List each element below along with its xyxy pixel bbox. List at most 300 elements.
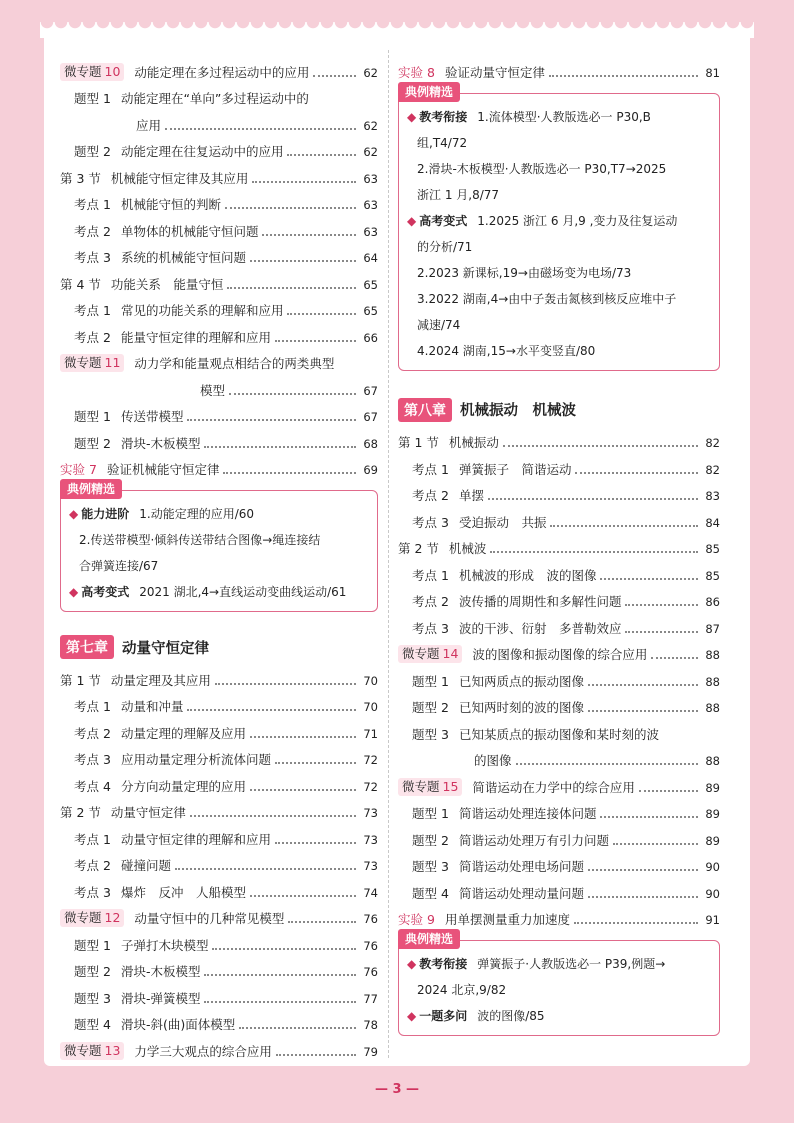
entry-label: 考点 1 bbox=[74, 831, 111, 847]
page-number: 76 bbox=[363, 938, 378, 953]
entry-title: 应用动量定理分析流体问题 bbox=[120, 752, 271, 767]
leader-dots bbox=[204, 1001, 356, 1003]
leader-dots bbox=[625, 631, 698, 633]
entry-title: 用单摆测量重力加速度 bbox=[444, 912, 570, 927]
entry-title: 动量定理及其应用 bbox=[110, 672, 211, 688]
toc-entry-continuation[interactable] bbox=[60, 107, 378, 134]
entry-label: 题型 1 bbox=[74, 409, 111, 424]
page-number: 64 bbox=[363, 251, 378, 265]
entry-label: 题型 3 bbox=[412, 859, 449, 874]
entry-title: 功能关系 能量守恒 bbox=[110, 276, 224, 292]
toc-entry-tixing[interactable] bbox=[398, 663, 720, 690]
right-bottom-list bbox=[398, 425, 720, 929]
entry-title: 子弹打木块模型 bbox=[120, 937, 209, 953]
toc-entry-tixing[interactable] bbox=[60, 81, 378, 108]
diamond-bullet-icon: ◆ bbox=[407, 213, 417, 228]
toc-entry-tixing[interactable] bbox=[60, 399, 378, 426]
page-number: 88 bbox=[705, 674, 720, 689]
example-category: 一题多问 bbox=[419, 1009, 468, 1023]
page-number: — 3 — bbox=[374, 1082, 420, 1097]
example-line bbox=[407, 286, 711, 312]
badge-label: 微专题 bbox=[402, 646, 440, 661]
example-text: 2.2023 新课标,19→由磁场变为电场/73 bbox=[417, 265, 632, 280]
toc-entry-tixing[interactable] bbox=[398, 716, 720, 743]
page-number: 67 bbox=[363, 383, 378, 398]
badge-number: 15 bbox=[442, 778, 459, 794]
entry-label: 实验 8 bbox=[398, 64, 435, 80]
leader-dots bbox=[225, 207, 356, 209]
entry-label: 考点 1 bbox=[412, 567, 449, 583]
page-number: 63 bbox=[363, 171, 378, 186]
entry-label: 题型 4 bbox=[412, 885, 449, 901]
entry-title: 滑块-木板模型 bbox=[120, 435, 201, 451]
entry-title-cont: 应用 bbox=[136, 117, 162, 133]
page-number: 76 bbox=[363, 965, 378, 979]
entry-label: 第 2 节 bbox=[60, 805, 101, 820]
entry-label: 考点 4 bbox=[74, 778, 111, 794]
entry-label: 题型 2 bbox=[74, 964, 111, 979]
page-number: 82 bbox=[705, 436, 720, 450]
entry-title: 已知两质点的振动图像 bbox=[458, 673, 584, 689]
leader-dots bbox=[490, 551, 698, 553]
right-column bbox=[398, 54, 720, 1036]
page-number: 65 bbox=[363, 277, 378, 292]
toc-entry-kaodian[interactable] bbox=[398, 610, 720, 637]
leader-dots bbox=[287, 313, 356, 315]
chapter-title: 机械振动 机械波 bbox=[460, 403, 576, 419]
page-number: 67 bbox=[363, 410, 378, 424]
micro-topic-badge bbox=[60, 354, 124, 372]
toc-entry-micro[interactable] bbox=[398, 637, 720, 664]
page-number: 71 bbox=[363, 726, 378, 741]
entry-title: 机械波 bbox=[448, 541, 487, 556]
entry-label: 题型 2 bbox=[412, 832, 449, 848]
entry-label: 题型 3 bbox=[412, 726, 449, 742]
leader-dots bbox=[252, 181, 356, 183]
leader-dots bbox=[250, 736, 356, 738]
entry-label: 第 1 节 bbox=[60, 672, 101, 688]
toc-entry-kaodian[interactable] bbox=[60, 689, 378, 716]
example-line bbox=[407, 977, 711, 1003]
entry-title-cont: 模型 bbox=[200, 382, 226, 398]
leader-dots bbox=[549, 75, 698, 77]
page-number: 63 bbox=[363, 198, 378, 212]
example-text: 1.流体模型·人教版选必一 P30,B bbox=[477, 109, 651, 124]
chapter-heading-8[interactable] bbox=[398, 395, 720, 425]
toc-entry-kaodian[interactable] bbox=[398, 478, 720, 505]
entry-title: 动能定理在往复运动中的应用 bbox=[120, 144, 284, 159]
entry-title: 碰撞问题 bbox=[120, 858, 171, 873]
toc-entry-kaodian[interactable] bbox=[60, 319, 378, 346]
toc-entry-kaodian[interactable] bbox=[60, 742, 378, 769]
left-top-list bbox=[60, 54, 378, 478]
entry-label: 第 1 节 bbox=[398, 435, 439, 450]
toc-entry-tixing[interactable] bbox=[398, 875, 720, 902]
toc-entry-kaodian[interactable] bbox=[398, 557, 720, 584]
leader-dots bbox=[250, 789, 356, 791]
leader-dots bbox=[639, 790, 698, 792]
toc-entry-section[interactable] bbox=[60, 266, 378, 293]
entry-label: 题型 4 bbox=[74, 1017, 111, 1032]
page-number: 72 bbox=[363, 779, 378, 794]
toc-entry-kaodian[interactable] bbox=[60, 240, 378, 267]
toc-entry-tixing[interactable] bbox=[60, 954, 378, 981]
example-text: 合弹簧连接/67 bbox=[79, 559, 159, 573]
badge-number: 12 bbox=[104, 910, 121, 925]
entry-title: 简谐运动在力学中的综合应用 bbox=[472, 779, 635, 795]
leader-dots bbox=[204, 974, 356, 976]
example-line bbox=[69, 553, 369, 579]
entry-title: 波传播的周期性和多解性问题 bbox=[458, 594, 622, 609]
example-text: 2.传送带模型·倾斜传送带结合图像→绳连接结 bbox=[79, 533, 321, 547]
entry-title: 爆炸 反冲 人船模型 bbox=[120, 884, 246, 900]
toc-entry-micro[interactable] bbox=[60, 1033, 378, 1060]
toc-entry-kaodian[interactable] bbox=[60, 213, 378, 240]
entry-label: 考点 2 bbox=[74, 329, 111, 345]
leader-dots bbox=[250, 260, 356, 262]
entry-label: 第 2 节 bbox=[398, 541, 439, 556]
toc-entry-kaodian[interactable] bbox=[398, 451, 720, 478]
toc-entry-kaodian[interactable] bbox=[398, 584, 720, 611]
page-number: 89 bbox=[705, 807, 720, 821]
example-category: 能力进阶 bbox=[81, 507, 130, 521]
toc-entry-tixing[interactable] bbox=[60, 1007, 378, 1034]
page-number: 89 bbox=[705, 833, 720, 848]
page-number: 68 bbox=[363, 436, 378, 451]
badge-label: 微专题 bbox=[64, 910, 102, 925]
leader-dots bbox=[613, 843, 698, 845]
leader-dots bbox=[212, 948, 356, 950]
entry-label: 实验 9 bbox=[398, 912, 435, 927]
entry-title: 机械波的形成 波的图像 bbox=[458, 567, 597, 583]
leader-dots bbox=[588, 869, 698, 871]
example-text: 浙江 1 月,8/77 bbox=[417, 187, 500, 202]
leader-dots bbox=[227, 287, 356, 289]
entry-title: 弹簧振子 简谐运动 bbox=[458, 461, 572, 477]
leader-dots bbox=[250, 895, 356, 897]
entry-title: 滑块-斜(曲)面体模型 bbox=[120, 1017, 236, 1032]
leader-dots bbox=[262, 234, 356, 236]
toc-entry-micro[interactable] bbox=[60, 54, 378, 81]
toc-entry-section[interactable] bbox=[398, 425, 720, 452]
entry-title: 简谐运动处理动量问题 bbox=[458, 885, 584, 901]
toc-entry-section[interactable] bbox=[60, 160, 378, 187]
example-text: 2024 北京,9/82 bbox=[417, 983, 507, 997]
page-number: 88 bbox=[705, 648, 720, 662]
leader-dots bbox=[287, 154, 356, 156]
entry-title: 简谐运动处理连接体问题 bbox=[458, 806, 597, 821]
micro-topic-badge bbox=[60, 63, 124, 81]
page-number: 85 bbox=[705, 542, 720, 556]
entry-title: 动量定理的理解及应用 bbox=[120, 725, 246, 741]
page-number: 91 bbox=[705, 913, 720, 927]
diamond-bullet-icon: ◆ bbox=[407, 957, 417, 971]
toc-entry-micro[interactable] bbox=[398, 769, 720, 796]
entry-title: 动量和冲量 bbox=[120, 699, 184, 714]
entry-label: 考点 1 bbox=[412, 461, 449, 477]
page-number: 66 bbox=[363, 330, 378, 345]
entry-label: 考点 3 bbox=[412, 620, 449, 636]
entry-title: 滑块-木板模型 bbox=[120, 964, 201, 979]
page-number: 88 bbox=[705, 701, 720, 715]
page-number: 70 bbox=[363, 700, 378, 714]
leader-dots bbox=[550, 525, 698, 527]
entry-title: 动能定理在多过程运动中的应用 bbox=[134, 64, 310, 80]
micro-topic-badge bbox=[60, 909, 124, 927]
entry-label: 考点 3 bbox=[74, 752, 111, 767]
toc-entry-tixing[interactable] bbox=[60, 980, 378, 1007]
leader-dots bbox=[187, 419, 356, 421]
entry-title: 动量守恒定律 bbox=[110, 805, 186, 820]
entry-label: 考点 2 bbox=[74, 725, 111, 741]
page-number: 85 bbox=[705, 568, 720, 583]
example-line bbox=[407, 208, 711, 234]
entry-label: 第 4 节 bbox=[60, 276, 101, 292]
chapter-tag: 第八章 bbox=[398, 398, 452, 422]
page-number: 70 bbox=[363, 673, 378, 688]
toc-entry-section[interactable] bbox=[398, 531, 720, 558]
example-text: 1.2025 浙江 6 月,9 ,变力及往复运动 bbox=[477, 213, 678, 228]
entry-label: 题型 2 bbox=[74, 144, 111, 159]
leader-dots bbox=[575, 472, 698, 474]
leader-dots bbox=[204, 446, 356, 448]
entry-label: 题型 1 bbox=[74, 937, 111, 953]
right-top-list bbox=[398, 54, 720, 81]
entry-title: 验证动量守恒定律 bbox=[444, 64, 545, 80]
badge-label: 微专题 bbox=[64, 355, 102, 370]
toc-entry-exp[interactable] bbox=[398, 902, 720, 929]
entry-title: 力学三大观点的综合应用 bbox=[134, 1043, 272, 1059]
leader-dots bbox=[229, 393, 356, 395]
example-box-2 bbox=[398, 84, 720, 371]
entry-title: 滑块-弹簧模型 bbox=[120, 990, 201, 1006]
chapter-heading-7[interactable] bbox=[60, 632, 378, 662]
example-text: 2.滑块-木板模型·人教版选必一 P30,T7→2025 bbox=[417, 161, 667, 176]
left-bottom-list bbox=[60, 662, 378, 1060]
example-line bbox=[407, 338, 711, 364]
example-category: 教考衔接 bbox=[419, 109, 468, 124]
page-number: 88 bbox=[705, 754, 720, 768]
page-number: 84 bbox=[705, 515, 720, 530]
example-box-3 bbox=[398, 932, 720, 1036]
example-line bbox=[407, 182, 711, 208]
page-number: 62 bbox=[363, 145, 378, 159]
example-category: 教考衔接 bbox=[419, 957, 468, 971]
page-number: 62 bbox=[363, 118, 378, 133]
page-number: 73 bbox=[363, 806, 378, 820]
toc-entry-continuation[interactable] bbox=[398, 743, 720, 770]
badge-number: 11 bbox=[104, 355, 121, 370]
toc-entry-micro[interactable] bbox=[60, 901, 378, 928]
toc-entry-kaodian[interactable] bbox=[60, 187, 378, 214]
toc-entry-continuation[interactable] bbox=[60, 372, 378, 399]
toc-entry-tixing[interactable] bbox=[60, 927, 378, 954]
example-category: 高考变式 bbox=[419, 213, 468, 228]
page-number: 87 bbox=[705, 621, 720, 636]
entry-title: 单物体的机械能守恒问题 bbox=[120, 223, 259, 239]
entry-label: 考点 1 bbox=[74, 303, 111, 318]
entry-label: 实验 7 bbox=[60, 462, 97, 477]
entry-title-cont: 的图像 bbox=[474, 753, 512, 768]
example-category: 高考变式 bbox=[81, 585, 130, 599]
page-number: 90 bbox=[705, 860, 720, 874]
leader-dots bbox=[503, 445, 698, 447]
entry-title: 简谐运动处理万有引力问题 bbox=[458, 832, 609, 848]
leader-dots bbox=[588, 710, 698, 712]
entry-label: 考点 2 bbox=[412, 594, 449, 609]
chapter-tag: 第七章 bbox=[60, 635, 114, 659]
example-line bbox=[69, 527, 369, 553]
example-text: 4.2024 湖南,15→水平变竖直/80 bbox=[417, 343, 596, 358]
toc-entry-kaodian[interactable] bbox=[60, 715, 378, 742]
toc-entry-tixing[interactable] bbox=[398, 796, 720, 823]
page-number: 76 bbox=[363, 912, 378, 926]
toc-entry-kaodian[interactable] bbox=[398, 504, 720, 531]
left-column bbox=[60, 54, 378, 1060]
toc-entry-tixing[interactable] bbox=[398, 849, 720, 876]
entry-label: 题型 3 bbox=[74, 990, 111, 1006]
badge-number: 10 bbox=[104, 63, 121, 79]
toc-entry-tixing[interactable] bbox=[60, 425, 378, 452]
leader-dots bbox=[488, 498, 698, 500]
example-text: 减速/74 bbox=[417, 317, 461, 332]
example-text: 波的图像/85 bbox=[477, 1009, 545, 1023]
leader-dots bbox=[175, 868, 356, 870]
example-text: 1.动能定理的应用/60 bbox=[139, 507, 255, 521]
example-line bbox=[69, 579, 369, 605]
example-line bbox=[407, 260, 711, 286]
page-number: 77 bbox=[363, 991, 378, 1006]
toc-entry-tixing[interactable] bbox=[60, 134, 378, 161]
entry-title: 传送带模型 bbox=[120, 409, 184, 424]
leader-dots bbox=[600, 816, 698, 818]
example-text: 3.2022 湖南,4→由中子轰击氮核到核反应堆中子 bbox=[417, 291, 677, 306]
entry-title: 系统的机械能守恒问题 bbox=[120, 250, 246, 265]
page-number: 73 bbox=[363, 859, 378, 873]
leader-dots bbox=[625, 604, 698, 606]
diamond-bullet-icon: ◆ bbox=[407, 109, 417, 124]
entry-title: 受迫振动 共振 bbox=[458, 514, 547, 530]
example-box-1 bbox=[60, 482, 378, 612]
example-line bbox=[407, 1003, 711, 1029]
page-number: 62 bbox=[363, 65, 378, 80]
entry-label: 考点 3 bbox=[412, 514, 449, 530]
entry-label: 考点 3 bbox=[74, 250, 111, 265]
page-number: 69 bbox=[363, 463, 378, 477]
leader-dots bbox=[651, 657, 698, 659]
toc-entry-kaodian[interactable] bbox=[60, 293, 378, 320]
toc-entry-exp[interactable] bbox=[60, 452, 378, 479]
example-text: 弹簧振子·人教版选必一 P39,例题→ bbox=[477, 957, 666, 971]
toc-entry-kaodian[interactable] bbox=[60, 821, 378, 848]
leader-dots bbox=[275, 340, 356, 342]
badge-label: 微专题 bbox=[402, 778, 440, 794]
entry-title: 动量守恒定律的理解和应用 bbox=[120, 831, 271, 847]
page-number: 78 bbox=[363, 1018, 378, 1032]
leader-dots bbox=[588, 684, 698, 686]
leader-dots bbox=[574, 922, 698, 924]
entry-title: 波的图像和振动图像的综合应用 bbox=[472, 647, 648, 662]
page-number: 72 bbox=[363, 753, 378, 767]
page-number: 83 bbox=[705, 489, 720, 503]
entry-title: 动量守恒中的几种常见模型 bbox=[134, 911, 285, 926]
leader-dots bbox=[190, 815, 356, 817]
entry-title: 机械振动 bbox=[448, 435, 499, 450]
entry-label: 第 3 节 bbox=[60, 170, 101, 186]
entry-label: 考点 2 bbox=[74, 858, 111, 873]
example-text: 组,T4/72 bbox=[417, 135, 468, 150]
leader-dots bbox=[165, 128, 356, 130]
leader-dots bbox=[223, 472, 356, 474]
entry-title: 能量守恒定律的理解和应用 bbox=[120, 329, 271, 345]
diamond-bullet-icon: ◆ bbox=[407, 1009, 417, 1023]
toc-entry-exp[interactable] bbox=[398, 54, 720, 81]
leader-dots bbox=[600, 578, 698, 580]
toc-entry-tixing[interactable] bbox=[398, 690, 720, 717]
page-number: 82 bbox=[705, 462, 720, 477]
example-line bbox=[407, 104, 711, 130]
example-text: 的分析/71 bbox=[417, 239, 473, 254]
example-line bbox=[407, 312, 711, 338]
page-number: 74 bbox=[363, 885, 378, 900]
entry-title: 常见的功能关系的理解和应用 bbox=[120, 303, 284, 318]
toc-entry-section[interactable] bbox=[60, 795, 378, 822]
badge-number: 14 bbox=[442, 646, 459, 661]
badge-label: 微专题 bbox=[64, 63, 102, 79]
entry-label: 考点 3 bbox=[74, 884, 111, 900]
leader-dots bbox=[588, 896, 698, 898]
toc-entry-section[interactable] bbox=[60, 662, 378, 689]
entry-label: 题型 1 bbox=[412, 806, 449, 821]
leader-dots bbox=[187, 709, 356, 711]
entry-title: 机械能守恒定律及其应用 bbox=[110, 170, 249, 186]
micro-topic-badge bbox=[60, 1042, 124, 1060]
page-number: 89 bbox=[705, 780, 720, 795]
example-tag: 典例精选 bbox=[398, 929, 460, 949]
example-line bbox=[407, 234, 711, 260]
leader-dots bbox=[516, 763, 698, 765]
toc-entry-kaodian[interactable] bbox=[60, 768, 378, 795]
page-number: 65 bbox=[363, 304, 378, 318]
leader-dots bbox=[275, 762, 356, 764]
page-number: 90 bbox=[705, 886, 720, 901]
toc-entry-micro[interactable] bbox=[60, 346, 378, 373]
leader-dots bbox=[239, 1027, 356, 1029]
entry-title: 已知某质点的振动图像和某时刻的波 bbox=[458, 726, 659, 742]
badge-number: 13 bbox=[104, 1042, 121, 1058]
toc-entry-tixing[interactable] bbox=[398, 822, 720, 849]
column-divider bbox=[388, 50, 389, 1058]
leader-dots bbox=[313, 75, 356, 77]
entry-title: 动力学和能量观点相结合的两类典型 bbox=[134, 356, 335, 371]
chapter-title: 动量守恒定律 bbox=[122, 640, 209, 657]
entry-label: 考点 2 bbox=[74, 223, 111, 239]
page-number: 73 bbox=[363, 832, 378, 847]
leader-dots bbox=[275, 842, 356, 844]
toc-entry-kaodian[interactable] bbox=[60, 848, 378, 875]
diamond-bullet-icon: ◆ bbox=[69, 585, 79, 599]
example-line bbox=[407, 130, 711, 156]
example-line bbox=[407, 156, 711, 182]
micro-topic-badge bbox=[398, 645, 462, 663]
diamond-bullet-icon: ◆ bbox=[69, 507, 79, 521]
leader-dots bbox=[288, 921, 356, 923]
entry-title: 验证机械能守恒定律 bbox=[106, 462, 220, 477]
entry-label: 题型 2 bbox=[412, 700, 449, 715]
toc-entry-kaodian[interactable] bbox=[60, 874, 378, 901]
entry-title: 已知两时刻的波的图像 bbox=[458, 700, 584, 715]
entry-title: 动能定理在“单向”多过程运动中的 bbox=[120, 91, 309, 106]
